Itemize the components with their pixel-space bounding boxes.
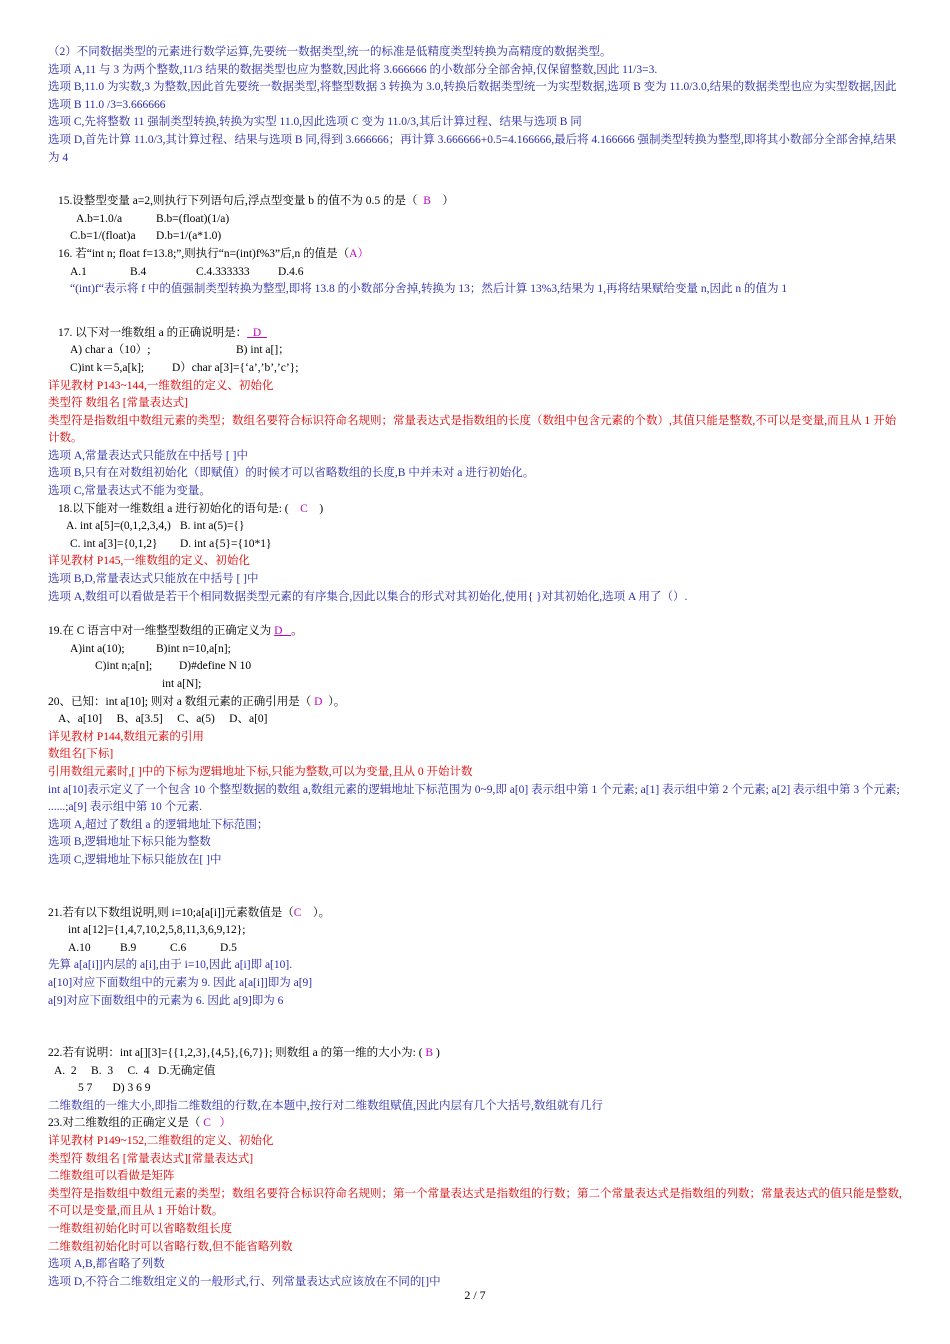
q19-option-a: A)int a(10); (70, 642, 125, 655)
q16-close: ） (357, 247, 369, 260)
q15-stem (48, 193, 904, 211)
q22-stem-text: 22.若有说明：int a[][3]={{1,2,3},{4,5},{6,7}}; 则数组 a 的第一维的大小为: ( (48, 1047, 423, 1060)
q23-explain-d: 选项 D,不符合二维数组定义的一般形式,行、列常量表达式应该放在不同的[]中 (48, 1275, 441, 1288)
intro-option-b: 选项 B,11.0 为实数,3 为整数,因此首先要统一数据类型,将整型数据 3 转换为 3.0,转换后数据类型统一为实型数据,选项 B 变为 11.0/3.0,结果的数据类型也应为实型数据,因此选项 B 11.0 /3=3.666666 (48, 81, 897, 111)
q18-stem-text: 18.以下能对一维数组 a 进行初始化的语句是: ( (58, 502, 289, 515)
q23-matrix-note: 二维数组可以看做是矩阵 (48, 1170, 175, 1183)
q20-close: ）。 (328, 695, 346, 708)
q22-explain: 二维数组的一维大小,即指二维数组的行数,在本题中,按行对二维数组赋值,因此内层有几个大括号,数组就有几行 (48, 1099, 603, 1112)
q18-reference: 详见教材 P145,一维数组的定义、初始化 (48, 555, 250, 568)
q19-options-row1 (48, 641, 904, 659)
q15-option-b: B.b=(float)(1/a) (156, 212, 230, 225)
q17-option-c: C)int k＝5,a[k]; (70, 361, 145, 374)
q21-options (48, 940, 904, 958)
q19-option-b: B)int n=10,a[n]; (156, 642, 231, 655)
q19-option-d: D)#define N 10 (179, 660, 252, 673)
q15-options-row1 (48, 211, 904, 229)
q16-explanation: “(int)f“表示将 f 中的值强制类型转换为整型,即将 13.8 的小数部分舍掉,转换为 13；然后计算 13%3,结果为 1,再将结果赋给变量 n,因此 n 的值为 1 (70, 283, 788, 296)
q15-stem-text: 15.设整型变量 a=2,则执行下列语句后,浮点型变量 b 的值不为 0.5 的是（ (58, 195, 418, 208)
q18-explain-bd: 选项 B,D,常量表达式只能放在中括号 [ ]中 (48, 573, 259, 586)
q20-stem-text: 20、已知：int a[10]; 则对 a 数组元素的正确引用是（ (48, 695, 312, 708)
q21-option-d: D.5 (220, 941, 237, 954)
q17-stem-text: 17. 以下对一维数组 a 的正确说明是： (58, 326, 248, 339)
q18-option-c: C. int a[3]={0,1,2} (70, 537, 158, 550)
q23-close: ） (219, 1117, 232, 1130)
q23-reference: 详见教材 P149~152,二维数组的定义、初始化 (48, 1135, 274, 1148)
q17-answer-letter: D (252, 326, 262, 339)
intro-option-a: 选项 A,11 与 3 为两个整数,11/3 结果的数据类型也应为整数,因此将 3.666666 的小数部分全部舍掉,仅保留整数,因此 11/3=3. (48, 63, 658, 76)
q20-explain-b: 选项 B,逻辑地址下标只能为整数 (48, 836, 211, 849)
q18-stem (48, 501, 904, 519)
q16-stem-text: 16. 若“int n; float f=13.8;”,则执行“n=(int)f%3”后,n 的值是（ (58, 247, 350, 260)
q22-close: ) (435, 1047, 440, 1060)
q20-explain-a: 选项 A,超过了数组 a 的逻辑地址下标范围； (48, 818, 269, 831)
q16-options (48, 264, 904, 282)
q15-option-d: D.b=1/(a*1.0) (156, 230, 222, 243)
q17-option-b: B) int a[]； (236, 344, 290, 357)
q16-option-c: C.4.333333 (196, 265, 250, 278)
q23-answer: C (203, 1117, 211, 1130)
q20-explain-definition: int a[10]表示定义了一个包含 10 个整型数据的数组 a,数组元素的逻辑地址下标范围为 0~9,即 a[0] 表示组中第 1 个元素; a[1] 表示组中第 2 个元素; a[2] 表示组中第 3 个元素; ......;a[9] 表示组中第 10 个元素. (48, 783, 900, 814)
q18-options-row2 (48, 536, 904, 554)
q18-option-a: A. int a[5]=(0,1,2,3,4,) (66, 520, 171, 533)
q20-rule: 引用数组元素时,[ ]中的下标为逻辑地址下标,只能为整数,可以为变量,且从 0 开始计数 (48, 765, 473, 778)
document-page (48, 44, 904, 1291)
q19-answer (274, 623, 291, 641)
q20-options: A、a[10] B、a[3.5] C、a(5) D、a[0] (58, 713, 268, 726)
q20-explain-c: 选项 C,逻辑地址下标只能放在[ ]中 (48, 853, 222, 866)
q19-answer-letter: D (274, 625, 283, 638)
q21-option-c: C.6 (170, 941, 187, 954)
q15-answer: B (423, 195, 431, 208)
q15-close: ） (442, 195, 454, 208)
q22-options-line2: 5 7 D) 3 6 9 (78, 1082, 151, 1095)
q19-stem (48, 623, 904, 641)
q23-syntax: 类型符 数组名 [常量表达式][常量表达式] (48, 1152, 254, 1165)
q17-rule: 类型符是指数组中数组元素的类型；数组名要符合标识符命名规则；常量表达式是指数组的长度（数组中包含元素的个数）,其值只能是整数,不可以是变量,而且从 1 开始计数。 (48, 414, 897, 445)
q15-options-row2 (48, 228, 904, 246)
q23-stem (48, 1115, 904, 1133)
q19-option-c: C)int n;a[n]; (95, 660, 153, 673)
q19-stem-text: 19.在 C 语言中对一维整型数组的正确定义为 (48, 625, 272, 638)
q16-option-d: D.4.6 (278, 265, 304, 278)
q17-option-a: A) char a（10）; (70, 344, 151, 357)
q22-stem (48, 1045, 904, 1063)
intro-option-d: 选项 D,首先计算 11.0/3,其计算过程、结果与选项 B 同,得到 3.666666；再计算 3.666666+0.5=4.166666,最后将 4.166666 强制类型转换为整型,即将其小数部分全部舍掉,结果为 4 (48, 133, 897, 164)
q16-answer: A (349, 247, 358, 260)
q22-options: A. 2 B. 3 C. 4 D.无确定值 (54, 1064, 216, 1077)
q23-rule: 类型符是指数组中数组元素的类型；数组名要符合标识符命名规则；第一个常量表达式是指数组的行数；第二个常量表达式是指数组的列数；常量表达式的值只能是整数,不可以是变量,而且从 1 开始计数。 (48, 1187, 902, 1218)
intro-rule: （2）不同数据类型的元素进行数学运算,先要统一数据类型,统一的标准是低精度类型转换为高精度的数据类型。 (48, 46, 612, 58)
q19-end: 。 (291, 625, 303, 638)
q21-explain-1: 先算 a[a[i]]内层的 a[i],由于 i=10,因此 a[i]即 a[10]. (48, 959, 293, 972)
q19-option-d-line2: int a[N]; (162, 678, 202, 690)
q16-stem (48, 246, 904, 264)
intro-option-c: 选项 C,先将整数 11 强制类型转换,转换为实型 11.0,因此选项 C 变为 11.0/3,其后计算过程、结果与选项 B 同 (48, 116, 582, 129)
q17-explain-a: 选项 A,常量表达式只能放在中括号 [ ]中 (48, 449, 248, 462)
q21-stem (48, 905, 904, 923)
q17-explain-c: 选项 C,常量表达式不能为变量。 (48, 485, 211, 498)
q21-explain-3: a[9]对应下面数组中的元素为 6. 因此 a[9]即为 6 (48, 994, 284, 1007)
q21-option-b: B.9 (120, 941, 137, 954)
q20-answer: D (314, 695, 323, 708)
q21-declaration: int a[12]={1,4,7,10,2,5,8,11,3,6,9,12}; (68, 924, 246, 937)
q18-option-d: D. int a{5}={10*1} (180, 537, 272, 550)
q18-close: ) (319, 502, 324, 515)
q21-stem-text: 21.若有以下数组说明,则 i=10;a[a[i]]元素数值是（ (48, 906, 294, 919)
q23-explain-ab: 选项 A,B,都省略了列数 (48, 1258, 165, 1271)
q20-stem (48, 694, 904, 712)
q18-option-b: B. int a(5)={} (180, 520, 245, 533)
q20-syntax: 数组名[下标] (48, 748, 114, 761)
q16-option-a: A.1 (70, 265, 87, 278)
q17-options-row1 (48, 342, 904, 360)
q17-explain-b: 选项 B,只有在对数组初始化（即赋值）的时候才可以省略数组的长度,B 中并未对 a 进行初始化。 (48, 467, 535, 480)
q17-stem (48, 325, 904, 343)
q21-answer: C (293, 906, 302, 919)
q21-option-a: A.10 (68, 941, 91, 954)
q21-close: ）。 (312, 906, 331, 919)
q17-reference: 详见教材 P143~144,一维数组的定义、初始化 (48, 379, 274, 392)
q23-stem-text: 23.对二维数组的正确定义是（ (48, 1117, 201, 1130)
q17-option-d: D）char a[3]={‘a’,’b’,’c’}; (172, 361, 299, 374)
q17-syntax: 类型符 数组名 [常量表达式] (48, 397, 188, 410)
q23-init-2d: 二维数组初始化时可以省略行数,但不能省略列数 (48, 1240, 293, 1253)
q23-init-1d: 一维数组初始化时可以省略数组长度 (48, 1223, 232, 1236)
q15-option-a: A.b=1.0/a (76, 212, 123, 225)
q22-answer: B (425, 1047, 434, 1060)
q18-answer: C (300, 502, 308, 515)
q20-reference: 详见教材 P144,数组元素的引用 (48, 730, 204, 743)
q17-options-row2 (48, 360, 904, 378)
q16-option-b: B.4 (130, 265, 147, 278)
q18-options-row1 (48, 518, 904, 536)
q18-explain-a: 选项 A,数组可以看做是若干个相同数据类型元素的有序集合,因此以集合的形式对其初始化,使用{ }对其初始化,选项 A 用了（）. (48, 590, 688, 603)
page-number: 2 / 7 (464, 1288, 486, 1302)
q19-options-row2 (48, 658, 904, 676)
q21-explain-2: a[10]对应下面数组中的元素为 9. 因此 a[a[i]]即为 a[9] (48, 976, 313, 989)
q17-answer (247, 325, 267, 343)
q15-option-c: C.b=1/(float)a (70, 230, 136, 243)
